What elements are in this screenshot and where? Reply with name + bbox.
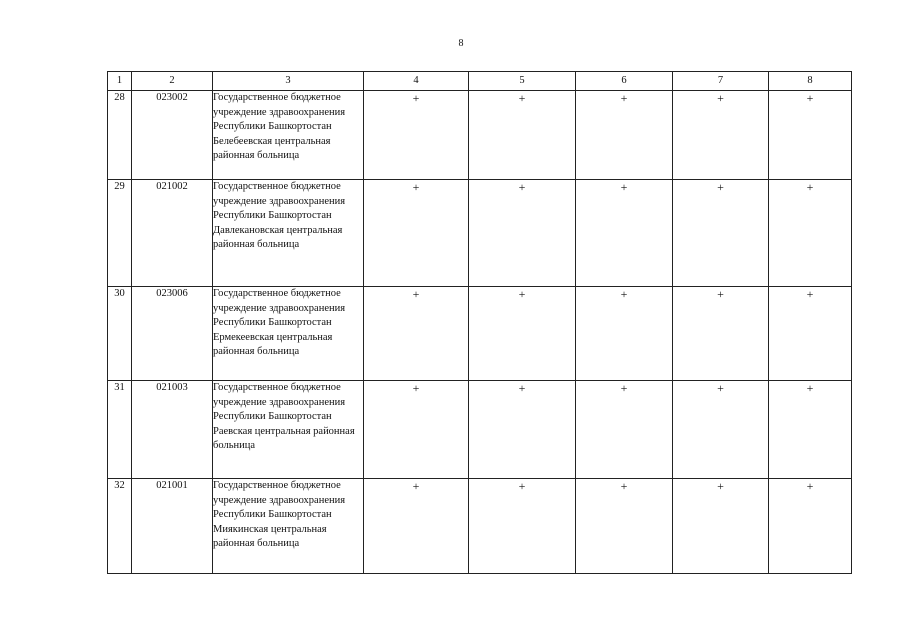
- mark-col-4: +: [364, 287, 469, 381]
- header-cell: 1: [108, 72, 132, 91]
- institution-name: Государственное бюджетное учреждение здравоохранения Республики Башкортостан Раевская центральная районная больница: [213, 381, 364, 479]
- mark-col-6: +: [576, 381, 673, 479]
- mark-col-4: +: [364, 180, 469, 287]
- header-cell: 3: [213, 72, 364, 91]
- header-cell: 5: [469, 72, 576, 91]
- header-row: [108, 72, 852, 91]
- header-cell: 8: [769, 72, 852, 91]
- mark-col-6: +: [576, 287, 673, 381]
- table-row: [108, 91, 852, 180]
- table-row: [108, 180, 852, 287]
- mark-col-6: +: [576, 479, 673, 574]
- mark-col-8: +: [769, 479, 852, 574]
- institution-code: 021002: [132, 180, 213, 287]
- mark-col-8: +: [769, 287, 852, 381]
- row-number: 28: [108, 91, 132, 180]
- mark-col-4: +: [364, 381, 469, 479]
- mark-col-5: +: [469, 479, 576, 574]
- mark-col-7: +: [673, 91, 769, 180]
- row-number: 29: [108, 180, 132, 287]
- table-row: [108, 287, 852, 381]
- header-cell: 7: [673, 72, 769, 91]
- mark-col-8: +: [769, 180, 852, 287]
- mark-col-7: +: [673, 287, 769, 381]
- institution-code: 023006: [132, 287, 213, 381]
- mark-col-4: +: [364, 91, 469, 180]
- row-number: 32: [108, 479, 132, 574]
- table-row: [108, 381, 852, 479]
- mark-col-5: +: [469, 91, 576, 180]
- mark-col-6: +: [576, 91, 673, 180]
- institution-code: 023002: [132, 91, 213, 180]
- institution-name: Государственное бюджетное учреждение здравоохранения Республики Башкортостан Белебеевская центральная районная больница: [213, 91, 364, 180]
- institution-code: 021003: [132, 381, 213, 479]
- table-row: [108, 479, 852, 574]
- mark-col-4: +: [364, 479, 469, 574]
- institution-name: Государственное бюджетное учреждение здравоохранения Республики Башкортостан Давлекановская центральная районная больница: [213, 180, 364, 287]
- mark-col-5: +: [469, 287, 576, 381]
- hospital-table: [107, 71, 852, 574]
- row-number: 30: [108, 287, 132, 381]
- header-cell: 6: [576, 72, 673, 91]
- institution-name: Государственное бюджетное учреждение здравоохранения Республики Башкортостан Миякинская центральная районная больница: [213, 479, 364, 574]
- mark-col-5: +: [469, 180, 576, 287]
- page-number: 8: [458, 38, 464, 49]
- institution-code: 021001: [132, 479, 213, 574]
- mark-col-8: +: [769, 381, 852, 479]
- mark-col-5: +: [469, 381, 576, 479]
- header-cell: 4: [364, 72, 469, 91]
- mark-col-8: +: [769, 91, 852, 180]
- header-cell: 2: [132, 72, 213, 91]
- row-number: 31: [108, 381, 132, 479]
- mark-col-6: +: [576, 180, 673, 287]
- mark-col-7: +: [673, 180, 769, 287]
- mark-col-7: +: [673, 479, 769, 574]
- mark-col-7: +: [673, 381, 769, 479]
- institution-name: Государственное бюджетное учреждение здравоохранения Республики Башкортостан Ермекеевская центральная районная больница: [213, 287, 364, 381]
